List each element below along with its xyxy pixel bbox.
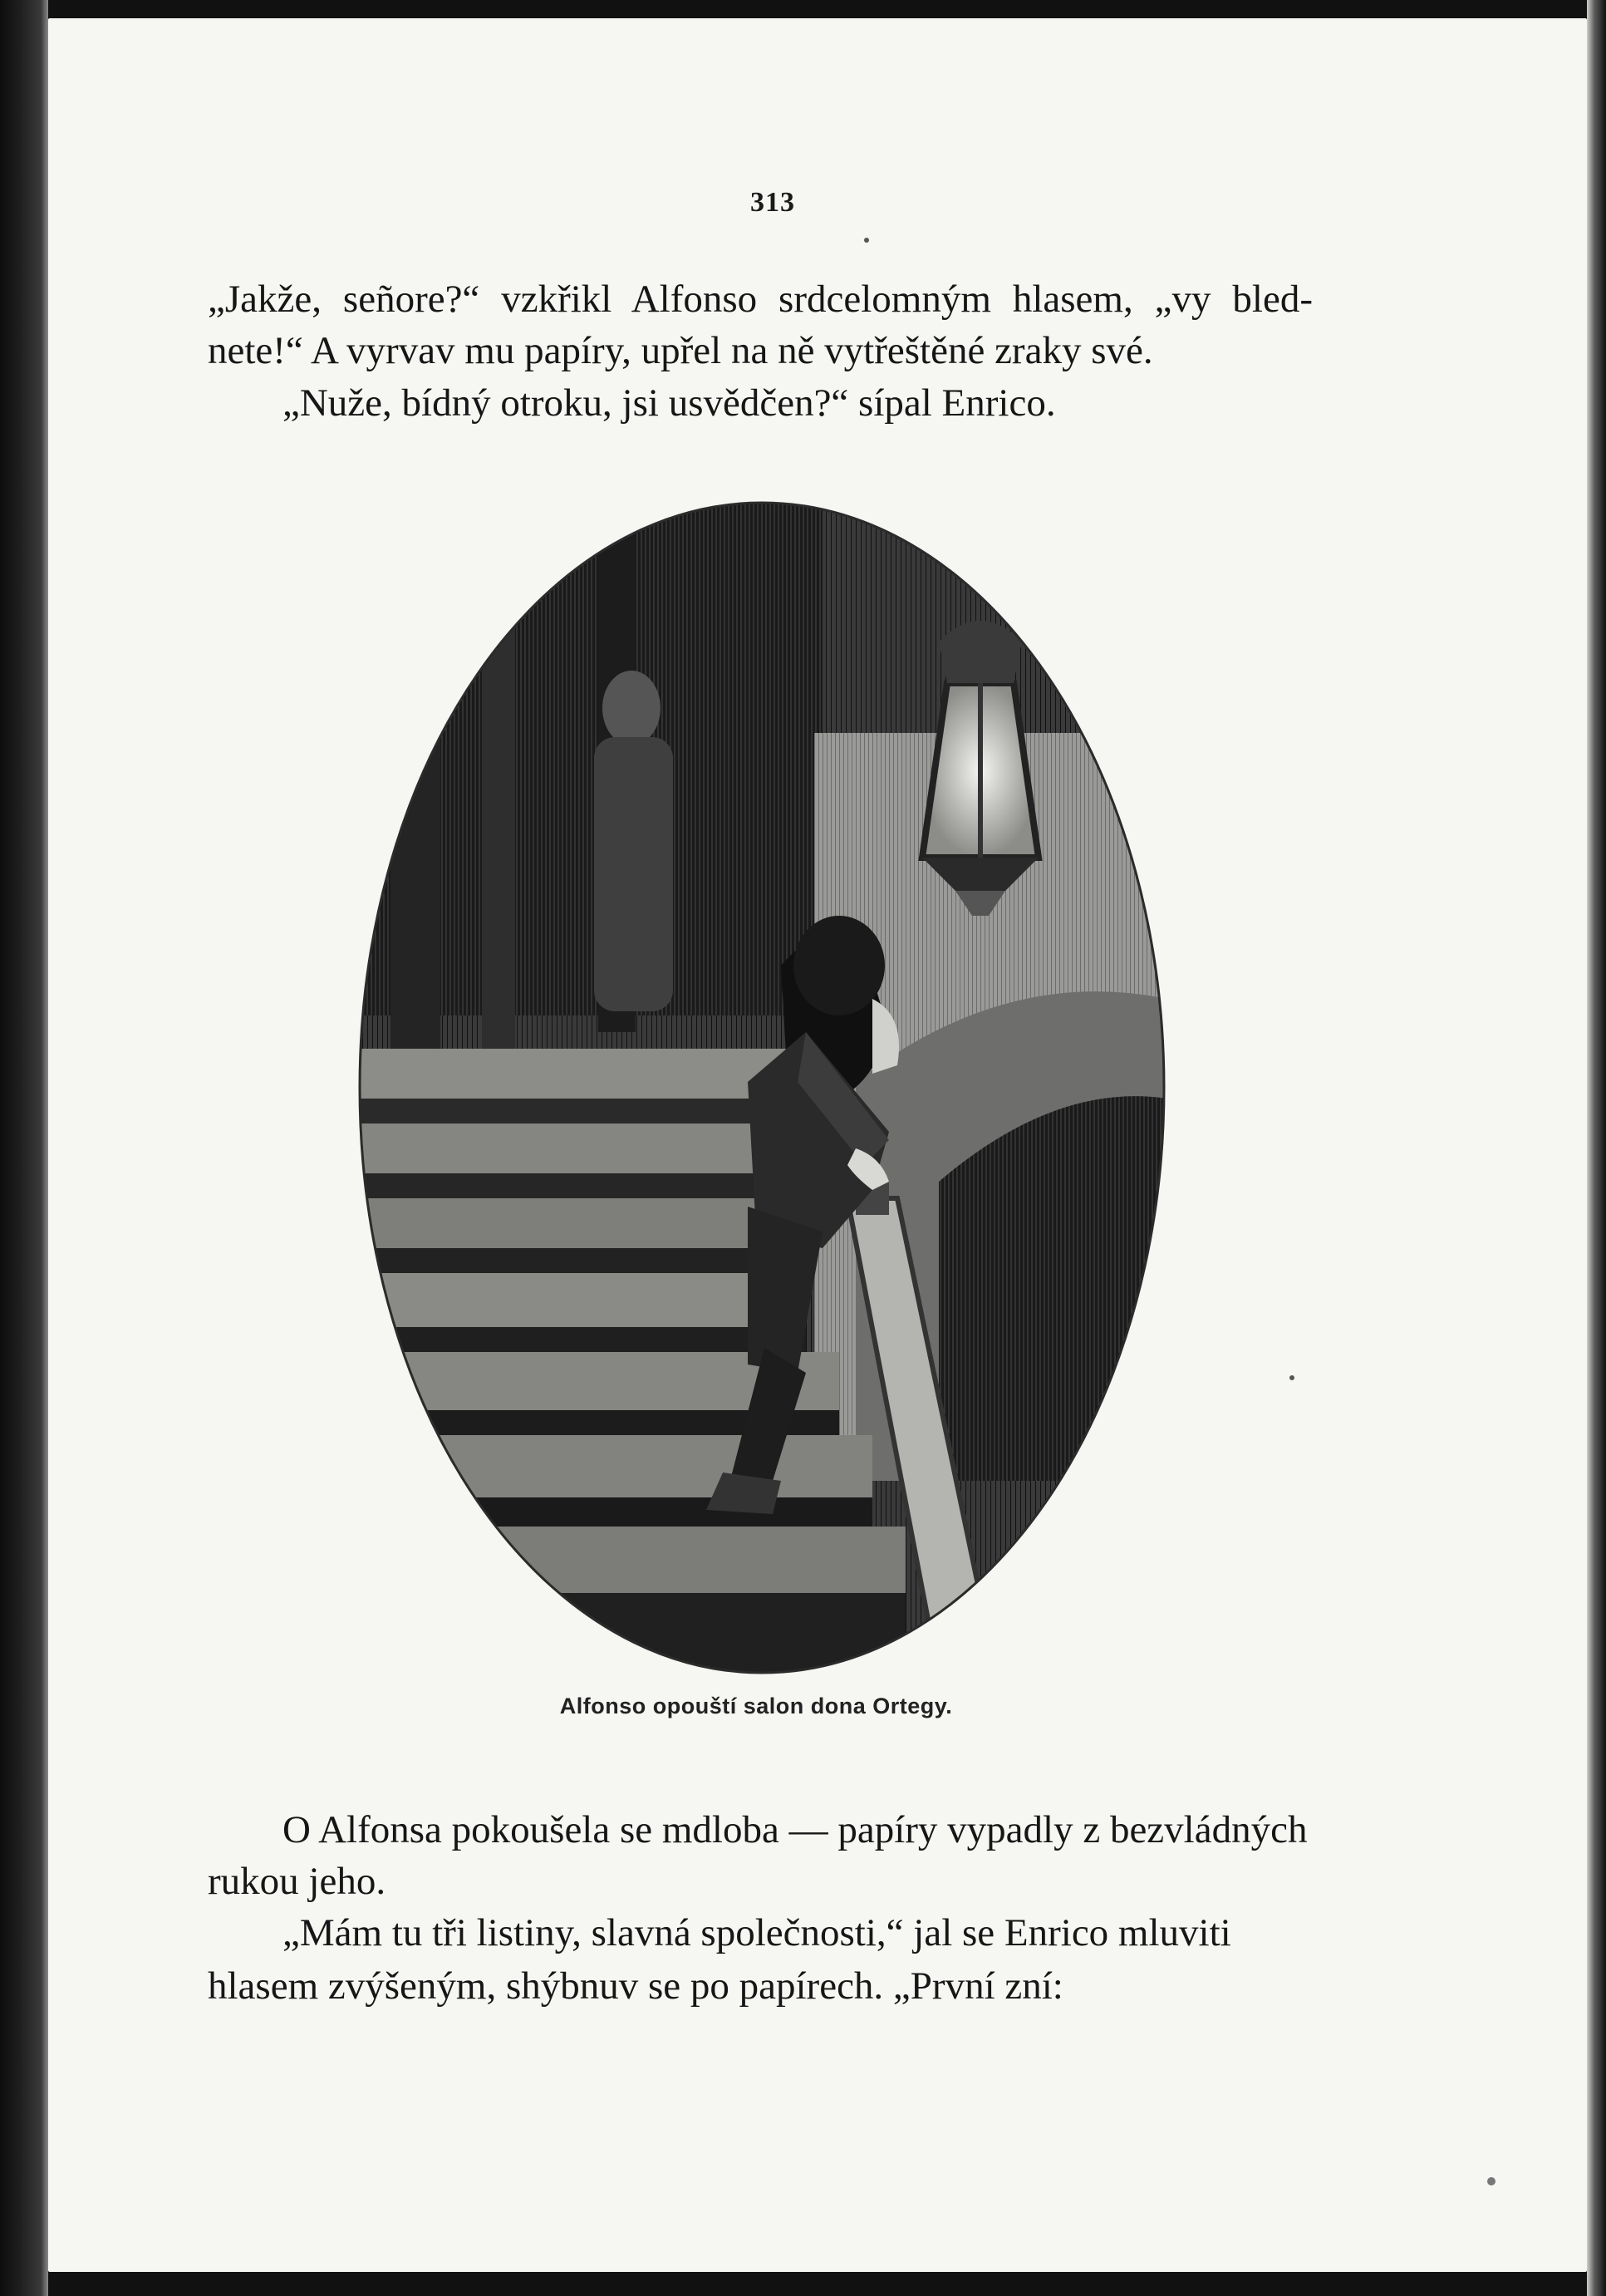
paragraph-line: hlasem zvýšeným, shýbnuv se po papírech. „První zní: [208, 1964, 1063, 2008]
book-spine-shadow [0, 0, 48, 2296]
print-speck [864, 238, 869, 243]
print-speck [1289, 1375, 1294, 1380]
paragraph-line: O Alfonsa pokoušela se mdloba — papíry vypadly z bezvládných [282, 1808, 1308, 1851]
page-edge-shadow [1587, 0, 1606, 2296]
paragraph-line: „Nuže, bídný otroku, jsi usvědčen?“ sípal Enrico. [282, 381, 1056, 425]
engraving-illustration [357, 500, 1167, 1676]
paragraph-line: „Jakže, señore?“ vzkřikl Alfonso srdcelomným hlasem, „vy bled- [208, 278, 1313, 321]
paragraph-line: rukou jeho. [208, 1860, 386, 1903]
print-speck [1487, 2177, 1495, 2185]
engraving-svg [357, 500, 1167, 1676]
illustration-caption: Alfonso opouští salon dona Ortegy. [559, 1694, 953, 1718]
paragraph-line: nete!“ A vyrvav mu papíry, upřel na ně vytřeštěné zraky své. [208, 329, 1153, 372]
page-number: 313 [750, 187, 795, 218]
paragraph-line: „Mám tu tři listiny, slavná společnosti,“ jal se Enrico mluviti [282, 1911, 1231, 1954]
